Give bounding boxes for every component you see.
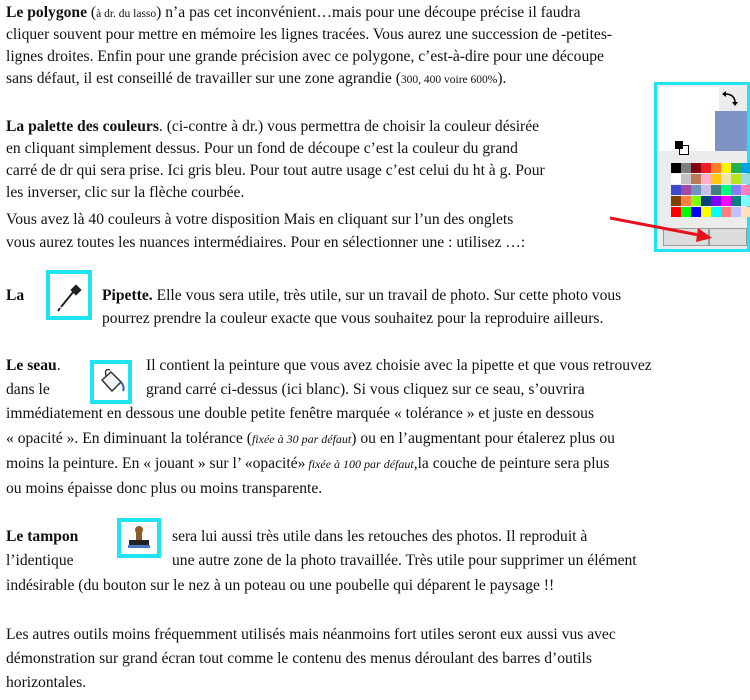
color-swatch[interactable] (741, 174, 750, 184)
eyedropper-icon (50, 274, 88, 316)
paragraph-pipette-line-2: pourrez prendre la couleur exacte que vous souhaitez pour la reproduire ailleurs. (102, 310, 604, 327)
bucket-tool-button[interactable] (90, 360, 132, 404)
text: ,la couche de peinture sera plus (413, 455, 610, 472)
text: « opacité ». En diminuant la tolérance ( (6, 430, 252, 447)
color-swatch[interactable] (721, 196, 731, 206)
small-note: à dr. du lasso (96, 8, 157, 20)
text: ). (497, 70, 507, 87)
color-swatch[interactable] (681, 163, 691, 173)
text: sans défaut, il est conseillé de travailler sur une zone agrandie ( (6, 70, 401, 87)
color-swatch[interactable] (741, 196, 750, 206)
color-swatch[interactable] (721, 163, 731, 173)
paragraph-polygone-line-1 (6, 2, 581, 25)
color-swatch[interactable] (711, 163, 721, 173)
term-seau: Le seau (6, 357, 57, 374)
color-swatch[interactable] (721, 174, 731, 184)
color-swatch[interactable] (681, 196, 691, 206)
paragraph-seau-line-2a: dans le (6, 381, 50, 398)
color-swatch[interactable] (741, 185, 750, 195)
paragraph-seau-line-1b: Il contient la peinture que vous avez choisie avec la pipette et que vous retrouvez (146, 357, 652, 374)
color-swatch[interactable] (681, 185, 691, 195)
paragraph-seau-line-3: immédiatement en dessous une double petite fenêtre marquée « tolérance » et juste en dessous (6, 405, 595, 422)
color-swatch[interactable] (691, 163, 701, 173)
paragraph-polygone-line-4 (6, 68, 506, 91)
italic-note: fixée à 30 par défaut (251, 432, 352, 446)
paragraph-outils-line-1: Les autres outils moins fréquemment utilisés mais néanmoins fort utiles seront eux aussi vus avec (6, 626, 616, 643)
term-pipette: Pipette. (102, 287, 153, 304)
term-la: La (6, 287, 25, 304)
color-swatch[interactable] (691, 174, 701, 184)
color-swatch[interactable] (701, 185, 711, 195)
paragraph-seau-line-6: ou moins épaisse donc plus ou moins transparente. (6, 480, 323, 497)
default-colors-icon[interactable] (675, 141, 691, 155)
color-swatch[interactable] (681, 174, 691, 184)
paragraph-tampon-line-2b: une autre zone de la photo travaillée. Très utile pour supprimer un élément (172, 552, 637, 569)
paint-bucket-icon (94, 364, 128, 400)
color-swatch[interactable] (721, 185, 731, 195)
pipette-label (6, 285, 24, 307)
text: moins la peinture. En « jouant » sur l’ «opacité» (6, 455, 306, 472)
paragraph-tampon-line-2a: l’identique (6, 552, 74, 569)
paragraph-palette-line-5: Vous avez là 40 couleurs à votre disposition Mais en cliquant sur l’un des onglets (6, 211, 514, 228)
color-swatch[interactable] (711, 196, 721, 206)
color-swatch[interactable] (701, 174, 711, 184)
color-swatch[interactable] (731, 185, 741, 195)
paragraph-pipette-line-1 (102, 285, 621, 307)
color-swatch[interactable] (731, 196, 741, 206)
text: . (ci-contre à dr.) vous permettra de choisir la couleur désirée (158, 118, 540, 135)
color-swatch[interactable] (701, 196, 711, 206)
annotation-arrow (600, 210, 740, 250)
paragraph-tampon-line-1b: sera lui aussi très utile dans les retouches des photos. Il reproduit à (172, 528, 588, 545)
small-note: 300, 400 voire 600% (400, 74, 498, 86)
color-swatch[interactable] (731, 174, 741, 184)
text: ) n’a pas cet inconvénient…mais pour une découpe précise il faudra (156, 4, 581, 21)
pipette-tool-button[interactable] (46, 270, 92, 320)
color-swatch[interactable] (671, 174, 681, 184)
text: ) ou en l’augmentant pour étalerez plus ou (351, 430, 615, 447)
paragraph-seau-line-1a (6, 355, 61, 377)
paragraph-palette-line-4: les inverser, clic sur la flèche courbée. (6, 184, 245, 201)
italic-note: fixée à 100 par défaut (305, 457, 414, 471)
text: . (56, 357, 61, 374)
term-tampon: Le tampon (6, 528, 79, 545)
paragraph-outils-line-2: démonstration sur grand écran tout comme le contenu des menus déroulant des barres d’outils (6, 650, 592, 667)
stamp-tool-button[interactable] (117, 518, 161, 558)
paragraph-polygone-line-2: cliquer souvent pour mettre en mémoire les lignes tracées. Vous aurez une succession de -petites- (6, 26, 613, 43)
paragraph-palette-line-2: en cliquant simplement dessus. Pour un fond de découpe c’est la couleur du grand (6, 140, 518, 157)
paragraph-palette-line-1 (6, 116, 539, 138)
color-swatch[interactable] (691, 196, 701, 206)
clone-stamp-icon (121, 522, 157, 554)
paragraph-tampon-line-3: indésirable (du bouton sur le nez à un poteau ou une poubelle qui déparent le paysage !! (6, 577, 555, 594)
text: Elle vous sera utile, très utile, sur un travail de photo. Sur cette photo vous (152, 287, 622, 304)
color-swatch[interactable] (731, 163, 741, 173)
paragraph-seau-line-4 (6, 428, 615, 450)
color-swatch[interactable] (671, 196, 681, 206)
color-swatch[interactable] (711, 185, 721, 195)
color-swatch[interactable] (671, 185, 681, 195)
paragraph-outils-line-3: horizontales. (6, 674, 87, 691)
paragraph-polygone-line-3: lignes droites. Enfin pour une grande précision avec ce polygone, c’est-à-dire pour une découpe (6, 48, 604, 65)
swap-arrow-icon[interactable] (719, 89, 743, 109)
color-swatch[interactable] (741, 163, 750, 173)
color-swatch[interactable] (691, 185, 701, 195)
paragraph-tampon-line-1a (6, 526, 78, 548)
paragraph-palette-line-6: vous aurez toutes les nuances intermédiaires. Pour en sélectionner une : utilisez …: (6, 234, 526, 251)
background-color-square[interactable] (715, 111, 747, 151)
color-swatch[interactable] (701, 163, 711, 173)
term-palette: La palette des couleurs (6, 118, 159, 135)
color-swatch[interactable] (741, 207, 750, 217)
paragraph-seau-line-5 (6, 453, 609, 475)
paragraph-palette-line-3: carré de dr qui sera prise. Ici gris bleu. Pour tout autre usage c’est celui du ht à g. Pour (6, 162, 545, 179)
paragraph-seau-line-2b: grand carré ci-dessus (ici blanc). Si vous cliquez sur ce seau, s’ouvrira (146, 381, 585, 398)
text: ( (87, 4, 97, 21)
color-swatch[interactable] (671, 163, 681, 173)
term-polygone: Le polygone (6, 4, 88, 21)
color-swatch[interactable] (711, 174, 721, 184)
